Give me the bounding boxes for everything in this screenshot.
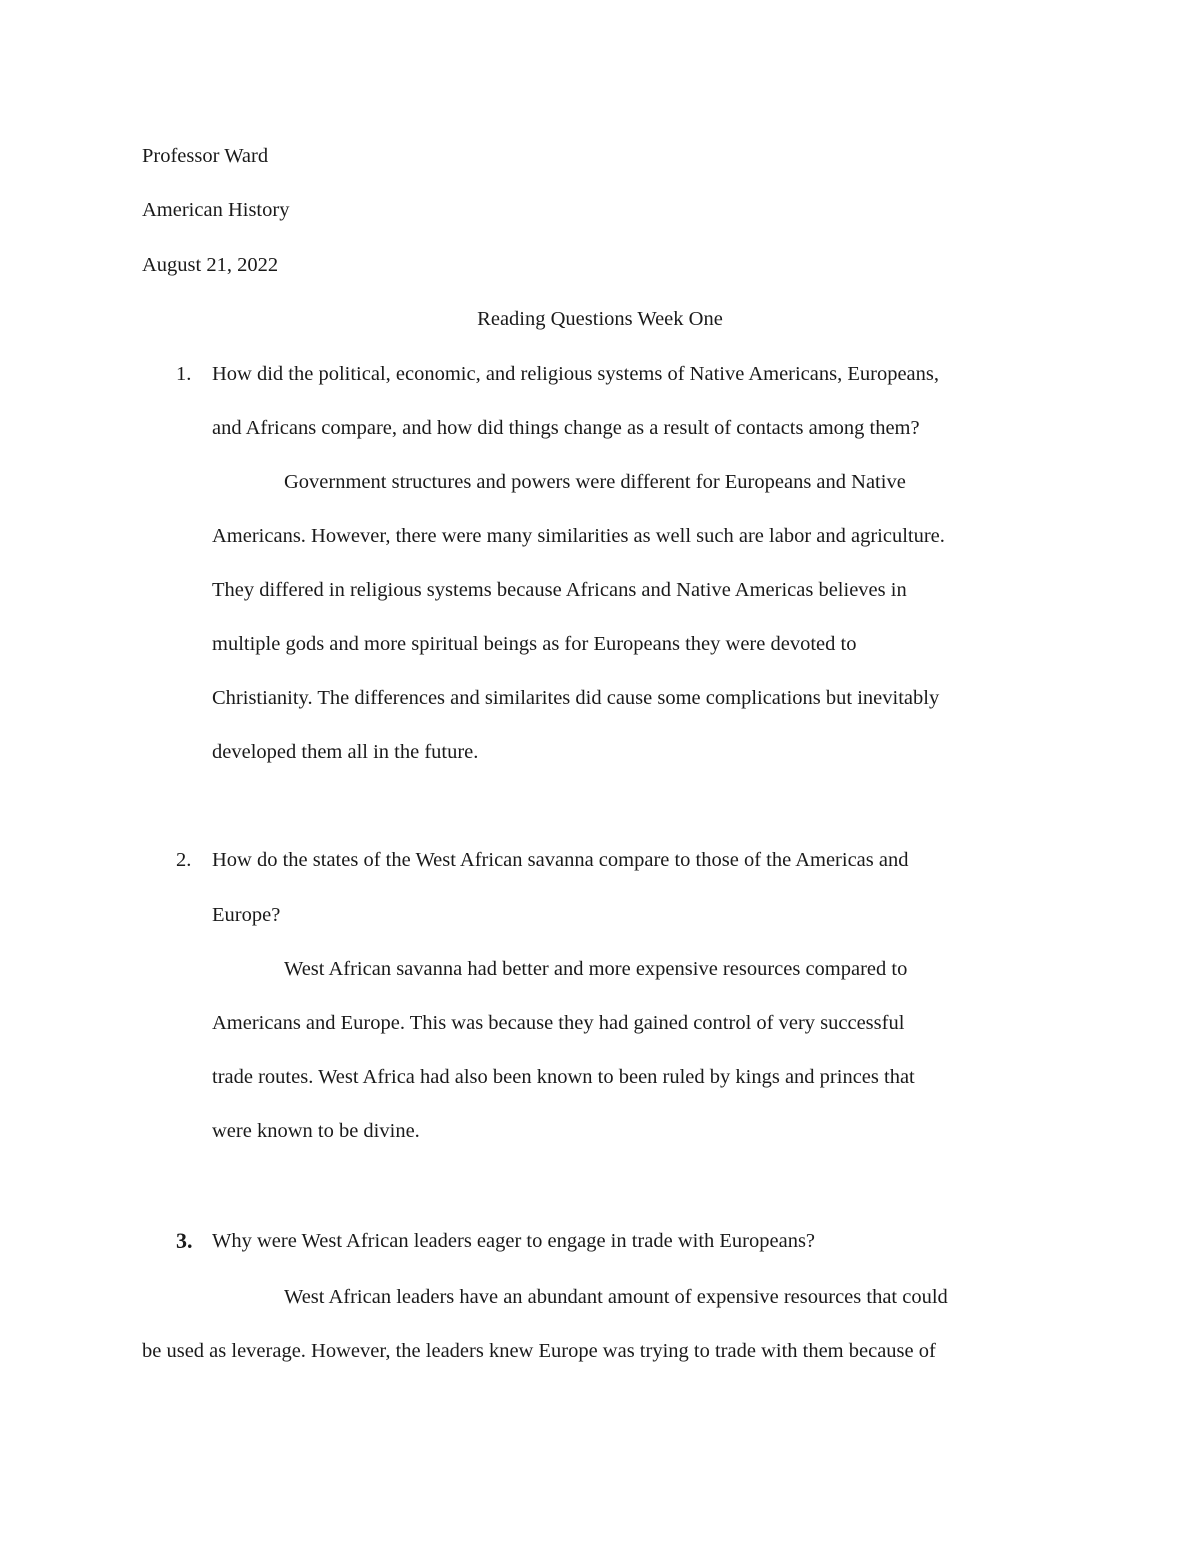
question-1-line-2: and Africans compare, and how did things change as a result of contacts among them? <box>212 417 920 439</box>
question-3-line-1: Why were West African leaders eager to engage in trade with Europeans? <box>212 1230 816 1252</box>
answer-2-line-1: West African savanna had better and more expensive resources compared to <box>284 958 908 980</box>
course-name: American History <box>142 199 290 221</box>
answer-2-line-3: trade routes. West Africa had also been known to been ruled by kings and princes that <box>212 1066 915 1088</box>
answer-1-line-6: developed them all in the future. <box>212 741 479 763</box>
answer-3-line-2: be used as leverage. However, the leaders knew Europe was trying to trade with them because of <box>142 1340 936 1362</box>
professor-name: Professor Ward <box>142 145 269 167</box>
document-date: August 21, 2022 <box>142 254 279 276</box>
answer-2-line-2: Americans and Europe. This was because they had gained control of very successful <box>212 1012 905 1034</box>
answer-1-line-1: Government structures and powers were different for Europeans and Native <box>284 471 906 493</box>
question-2-line-2: Europe? <box>212 904 281 926</box>
answer-1-line-3: They differed in religious systems because Africans and Native Americas believes in <box>212 579 907 601</box>
question-3-number: 3. <box>176 1228 193 1253</box>
answer-1-line-5: Christianity. The differences and similarites did cause some complications but inevitably <box>212 687 940 709</box>
answer-1-line-4: multiple gods and more spiritual beings as for Europeans they were devoted to <box>212 633 857 655</box>
question-2-number: 2. <box>176 849 192 871</box>
question-2-line-1: How do the states of the West African savanna compare to those of the Americas and <box>212 849 909 871</box>
question-1-line-1: How did the political, economic, and religious systems of Native Americans, Europeans, <box>212 363 940 385</box>
question-1-number: 1. <box>176 363 192 385</box>
answer-2-line-4: were known to be divine. <box>212 1120 420 1142</box>
document-title: Reading Questions Week One <box>477 308 723 330</box>
answer-3-line-1: West African leaders have an abundant amount of expensive resources that could <box>284 1286 948 1308</box>
answer-1-line-2: Americans. However, there were many similarities as well such are labor and agriculture. <box>212 525 945 547</box>
